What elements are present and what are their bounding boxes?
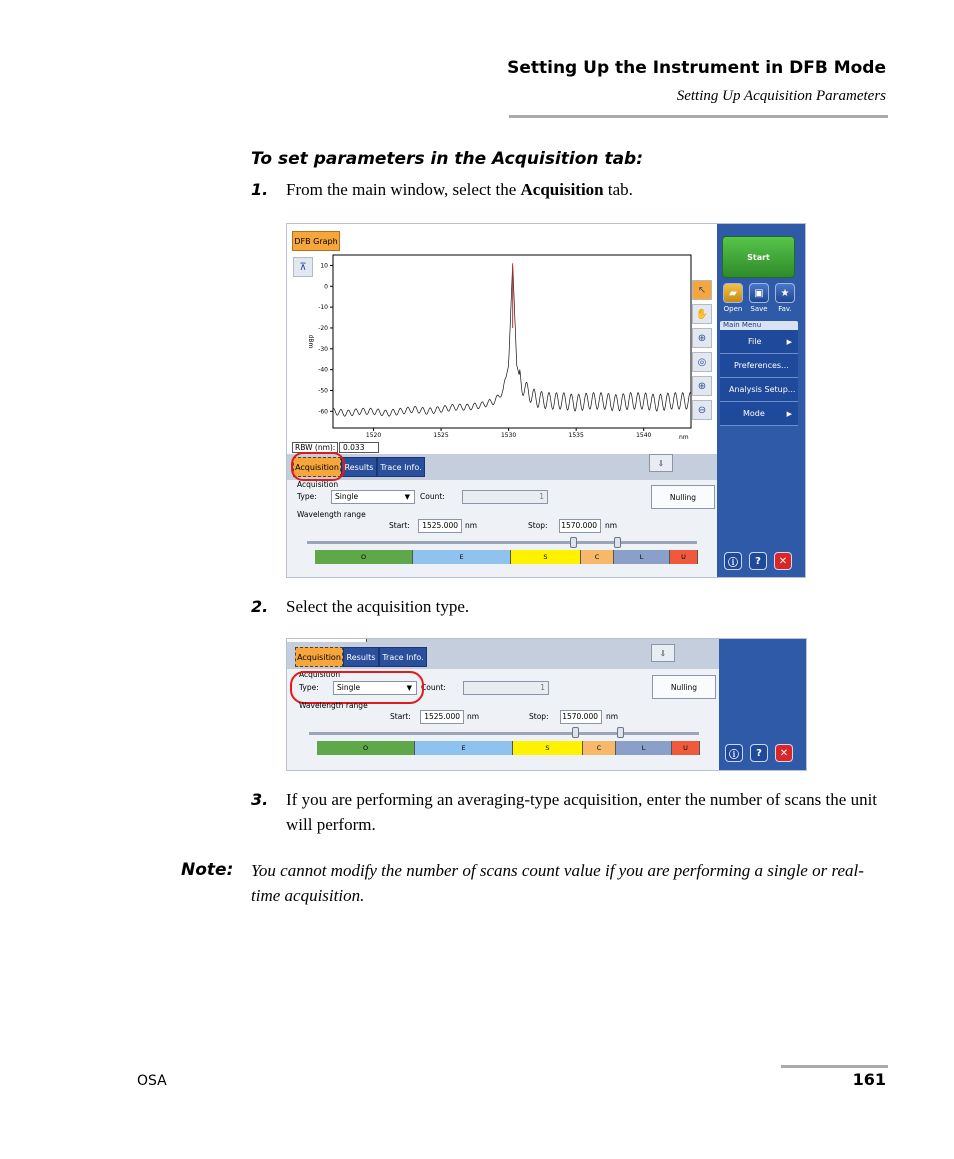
highlight-circle [291, 452, 345, 481]
band-l: L [616, 741, 672, 755]
tab-results[interactable]: Results [343, 647, 379, 667]
range-slider-track[interactable] [307, 541, 697, 544]
arrow-right-icon: ▶ [786, 409, 792, 418]
save-label: Save [750, 305, 768, 313]
help-icon[interactable]: ? [749, 552, 767, 570]
start-label: Start: [390, 712, 411, 721]
count-input[interactable]: 1 [463, 681, 549, 695]
stop-label: Stop: [529, 712, 549, 721]
tab-trace-info[interactable]: Trace Info. [379, 647, 427, 667]
band-l: L [614, 550, 670, 564]
band-bar [317, 741, 700, 755]
step-2-number: 2. [251, 597, 269, 616]
section-subtitle: Setting Up Acquisition Parameters [676, 88, 886, 104]
menu-item-preferences[interactable] [720, 354, 798, 378]
range-slider-start-handle[interactable] [572, 727, 579, 738]
procedure-title: To set parameters in the Acquisition tab: [251, 149, 644, 169]
note-label: Note: [181, 860, 234, 880]
start-unit: nm [467, 712, 480, 721]
chevron-down-icon: ▼ [404, 493, 410, 501]
range-slider-stop-handle[interactable] [617, 727, 624, 738]
pan-hand-icon[interactable]: ✋ [692, 304, 712, 324]
spectrum-chart [287, 224, 692, 444]
step-1-text-a: From the main window, select the [286, 180, 521, 199]
y-tick-label: -40 [318, 366, 328, 374]
star-favorite-icon[interactable]: ★ [775, 283, 795, 303]
type-label: Type: [299, 683, 319, 692]
x-tick-label: 1525 [433, 432, 449, 439]
x-tick-label: 1520 [365, 432, 382, 439]
count-input[interactable]: 1 [462, 490, 548, 504]
band-e: E [415, 741, 513, 755]
start-input[interactable]: 1525.000 [418, 519, 462, 533]
highlight-circle [290, 671, 424, 704]
tab-trace-info[interactable]: Trace Info. [377, 457, 425, 477]
acquisition-group-label: Acquisition [299, 670, 341, 679]
menu-analysis-label: Analysis Setup... [729, 385, 796, 394]
start-label: Start: [389, 521, 410, 530]
footer-product: OSA [137, 1073, 167, 1089]
y-axis-label: dBm [307, 334, 314, 349]
marker-tool-icon[interactable]: ⊼ [293, 257, 313, 277]
band-c: C [583, 741, 616, 755]
tab-results[interactable]: Results [341, 457, 377, 477]
screenshot-main-window [286, 223, 806, 578]
note-text: You cannot modify the number of scans count value if you are performing a single or real-time acquisition. [251, 861, 864, 905]
close-icon[interactable]: ✕ [774, 552, 792, 570]
rbw-label: RBW (nm): [292, 442, 338, 453]
range-slider-stop-handle[interactable] [614, 537, 621, 548]
screenshot-acquisition-type [286, 638, 807, 771]
start-unit: nm [465, 521, 478, 530]
x-axis-label: nm [679, 434, 689, 441]
x-tick-label: 1535 [568, 432, 584, 439]
step-1-number: 1. [251, 180, 269, 199]
nulling-button[interactable]: Nulling [651, 485, 715, 509]
fav-label: Fav. [778, 305, 792, 313]
step-3-text: If you are performing an averaging-type acquisition, enter the number of scans the unit will perform. [286, 790, 878, 834]
zoom-in-icon[interactable]: ⊕ [692, 376, 712, 396]
y-tick-label: -30 [318, 345, 328, 353]
folder-open-icon[interactable]: ▰ [723, 283, 743, 303]
step-1-text-b: tab. [603, 180, 633, 199]
band-u: U [672, 741, 700, 755]
zoom-area-icon[interactable]: ⊕ [692, 328, 712, 348]
zoom-fit-icon[interactable]: ◎ [692, 352, 712, 372]
count-label: Count: [420, 492, 445, 501]
range-slider-track[interactable] [309, 732, 699, 735]
section-title: Setting Up the Instrument in DFB Mode [507, 58, 886, 78]
close-icon[interactable]: ✕ [775, 744, 793, 762]
band-o: O [315, 550, 413, 564]
band-bar [315, 550, 698, 564]
band-c: C [581, 550, 614, 564]
menu-file-label: File [748, 337, 762, 346]
nulling-button[interactable]: Nulling [652, 675, 716, 699]
menu-preferences-label: Preferences... [734, 361, 789, 370]
band-s: S [511, 550, 581, 564]
header-rule [509, 115, 888, 118]
count-label: Count: [421, 683, 446, 692]
band-u: U [670, 550, 698, 564]
stop-input[interactable]: 1570.000 [560, 710, 602, 724]
power-icon[interactable]: ⓘ [725, 744, 743, 762]
step-2-text: Select the acquisition type. [286, 597, 470, 616]
menu-item-mode[interactable] [720, 402, 798, 426]
pointer-icon[interactable]: ↖ [692, 280, 712, 300]
x-tick-label: 1530 [500, 432, 517, 439]
footer-rule [781, 1065, 888, 1068]
step-1-text [286, 177, 633, 202]
y-tick-label: -10 [318, 304, 328, 312]
type-value: Single [337, 683, 361, 692]
menu-item-file[interactable] [720, 330, 798, 354]
x-tick-label: 1540 [636, 432, 652, 439]
start-button[interactable]: Start [722, 236, 795, 278]
y-tick-label: 10 [320, 262, 328, 270]
zoom-out-icon[interactable]: ⊖ [692, 400, 712, 420]
y-tick-label: 0 [324, 283, 328, 291]
stop-unit: nm [606, 712, 619, 721]
step-1-bold: Acquisition [520, 180, 604, 199]
type-value: Single [335, 492, 359, 501]
step-3-number: 3. [251, 790, 269, 809]
y-tick-label: -60 [318, 408, 328, 416]
main-menu-header: Main Menu [720, 321, 798, 330]
collapse-arrow-icon[interactable]: ⇩ [649, 454, 673, 472]
stop-input[interactable]: 1570.000 [559, 519, 601, 533]
band-e: E [413, 550, 511, 564]
wavelength-range-label: Wavelength range [299, 701, 368, 710]
tab-dfb-graph[interactable]: DFB Graph [292, 231, 340, 251]
start-input[interactable]: 1525.000 [420, 710, 464, 724]
open-label: Open [723, 305, 743, 313]
band-o: O [317, 741, 415, 755]
page-number: 161 [852, 1070, 886, 1089]
type-label: Type: [297, 492, 317, 501]
help-icon[interactable]: ? [750, 744, 768, 762]
stop-unit: nm [605, 521, 618, 530]
menu-mode-label: Mode [743, 409, 765, 418]
stop-label: Stop: [528, 521, 548, 530]
menu-item-analysis-setup[interactable] [720, 378, 798, 402]
tab-acquisition[interactable]: Acquisition [293, 457, 341, 477]
band-s: S [513, 741, 583, 755]
arrow-right-icon: ▶ [786, 337, 792, 346]
graph-edge [287, 639, 367, 642]
type-select[interactable] [331, 490, 415, 504]
collapse-arrow-icon[interactable]: ⇩ [651, 644, 675, 662]
y-tick-label: -20 [318, 324, 328, 332]
y-tick-label: -50 [318, 387, 328, 395]
rbw-value: 0.033 [339, 442, 379, 453]
wavelength-range-label: Wavelength range [297, 510, 366, 519]
tab-acquisition[interactable]: Acquisition [295, 647, 343, 667]
acquisition-group-label: Acquisition [297, 480, 339, 489]
power-icon[interactable]: ⓘ [724, 552, 742, 570]
save-disk-icon[interactable]: ▣ [749, 283, 769, 303]
range-slider-start-handle[interactable] [570, 537, 577, 548]
chevron-down-icon: ▼ [406, 684, 412, 692]
